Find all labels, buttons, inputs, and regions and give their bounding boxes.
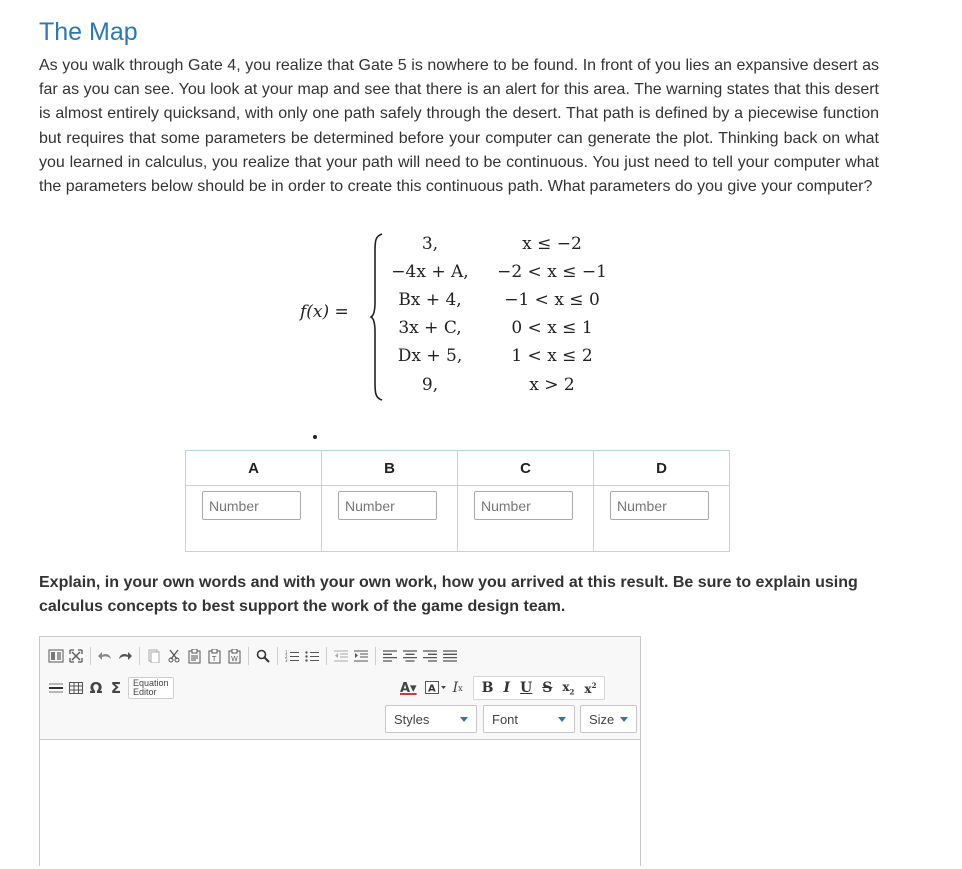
header-a: A [186, 451, 322, 486]
toolbar-separator [248, 647, 249, 665]
redo-icon[interactable] [117, 648, 133, 664]
svg-text:1: 1 [285, 650, 288, 655]
svg-text:A: A [427, 683, 436, 695]
cell-d [594, 486, 730, 552]
strikethrough-button[interactable]: S [542, 680, 553, 696]
editor-label: Editor [133, 687, 157, 697]
cell-c [458, 486, 594, 552]
equation-label: Equation [133, 678, 169, 688]
chevron-down-icon [558, 717, 566, 722]
size-dropdown[interactable] [580, 705, 637, 733]
align-center-icon[interactable] [402, 648, 418, 664]
intro-paragraph: As you walk through Gate 4, you realize that Gate 5 is nowhere to be found. In front of you lies an expansive desert as far as you can see. You look at your map and see that there is an alert for this area. The warning states that this desert is almost entirely quicksand, with only one path safely through the desert. That path is defined by a piecewise function but requires that some parameters be determined before your computer can generate the plot. Thinking back on what you learned in calculus, you realize that your path will need to be continuous. You just need to tell your computer what the parameters below should be in order to create this continuous path. What parameters do you give your computer? [39, 57, 879, 196]
table-header-row [186, 451, 730, 486]
outdent-icon[interactable] [333, 648, 349, 664]
align-right-icon[interactable] [422, 648, 438, 664]
remove-format-icon[interactable]: I x [452, 680, 463, 696]
copy-format-icon[interactable] [146, 648, 162, 664]
piece-condition: 1 < x ≤ 2 [511, 346, 593, 366]
indent-icon[interactable] [353, 648, 369, 664]
basic-styles-group [473, 676, 606, 700]
cell-b [322, 486, 458, 552]
param-d-input[interactable] [610, 491, 709, 520]
subscript-button[interactable]: $x_2$ [562, 679, 575, 697]
text-color-button[interactable]: A▾ [400, 680, 417, 696]
bold-button[interactable]: B [481, 680, 494, 696]
param-c-input[interactable] [474, 491, 573, 520]
svg-text:W: W [230, 654, 238, 663]
svg-text:T: T [211, 654, 216, 663]
special-char-icon[interactable]: Ω [89, 679, 103, 697]
paste-word-icon[interactable] [226, 648, 242, 664]
piece-condition: −1 < x ≤ 0 [504, 290, 600, 310]
page-title: The Map [39, 18, 138, 46]
styles-label: Styles [394, 711, 430, 727]
italic-button[interactable]: I [503, 680, 511, 696]
font-label: Font [492, 711, 519, 727]
bulleted-list-icon[interactable] [304, 648, 320, 664]
text-format-group [398, 673, 611, 703]
table-row [186, 486, 730, 552]
piece-expression: 9, [421, 375, 439, 395]
param-a-input[interactable] [202, 491, 301, 520]
bg-color-button[interactable] [425, 680, 447, 696]
numbered-list-icon[interactable] [284, 648, 300, 664]
search-icon[interactable] [255, 648, 271, 664]
cell-a [186, 486, 322, 552]
piece-expression: Dx + 5, [397, 346, 463, 366]
toolbar-separator [90, 647, 91, 665]
source-icon[interactable] [48, 648, 64, 664]
toolbar-row-2 [46, 673, 174, 703]
left-brace-icon [370, 232, 384, 402]
function-lhs-text: f(x) = [300, 302, 349, 322]
parameters-table [185, 450, 730, 552]
explain-prompt: Explain, in your own words and with your own work, how you arrived at this result. Be sure to explain using calculus concepts to best support the work of the game design team. [39, 574, 858, 615]
superscript-button[interactable]: $x^2$ [584, 680, 597, 696]
header-d: D [594, 451, 730, 486]
toolbar-separator [277, 647, 278, 665]
piece-condition: 0 < x ≤ 1 [511, 318, 593, 338]
toolbar-separator [326, 647, 327, 665]
paste-icon[interactable] [186, 648, 202, 664]
paste-text-icon[interactable] [206, 648, 222, 664]
table-icon[interactable] [68, 680, 84, 696]
bullet-dot [313, 435, 317, 439]
rich-text-editor [39, 636, 641, 866]
svg-text:2: 2 [285, 654, 288, 659]
piece-condition: −2 < x ≤ −1 [497, 262, 607, 282]
header-b: B [322, 451, 458, 486]
piece-expression: 3, [421, 234, 439, 254]
equation-editor-button[interactable] [128, 677, 174, 699]
toolbar-row-1 [46, 641, 460, 671]
cut-icon[interactable] [166, 648, 182, 664]
header-c: C [458, 451, 594, 486]
param-b-input[interactable] [338, 491, 437, 520]
toolbar-separator [139, 647, 140, 665]
piece-condition: x > 2 [529, 375, 575, 395]
piece-expression: 3x + C, [398, 318, 462, 338]
editor-content-area[interactable] [40, 739, 640, 869]
chevron-down-icon [620, 717, 628, 722]
piece-expression: −4x + A, [391, 262, 469, 282]
underline-button[interactable]: U [520, 680, 533, 696]
svg-text:3: 3 [285, 658, 288, 662]
size-label: Size [589, 711, 615, 727]
undo-icon[interactable] [97, 648, 113, 664]
function-lhs [300, 302, 349, 322]
font-dropdown[interactable] [483, 705, 575, 733]
sigma-icon[interactable]: Σ [110, 679, 122, 697]
horizontal-line-icon[interactable] [48, 680, 64, 696]
styles-dropdown[interactable] [385, 705, 477, 733]
piece-expression: Bx + 4, [398, 290, 462, 310]
align-justify-icon[interactable] [442, 648, 458, 664]
piece-condition: x ≤ −2 [522, 234, 582, 254]
toolbar-separator [375, 647, 376, 665]
chevron-down-icon [460, 717, 468, 722]
align-left-icon[interactable] [382, 648, 398, 664]
maximize-icon[interactable] [68, 648, 84, 664]
